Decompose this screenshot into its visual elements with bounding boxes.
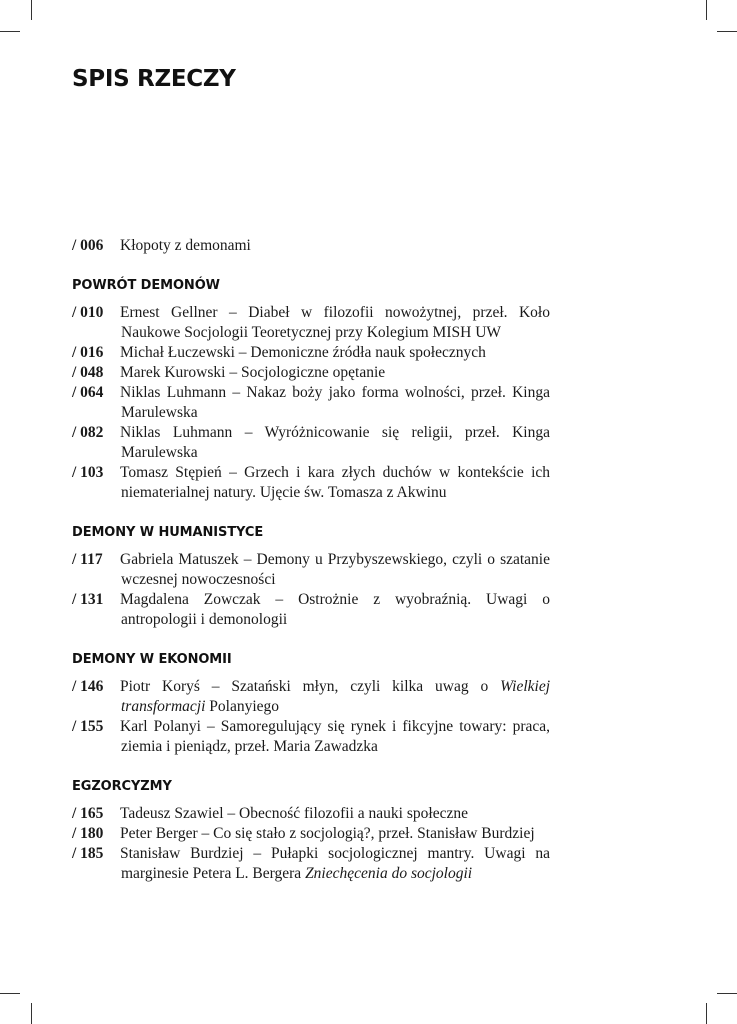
italic-title: Zniechęcenia do socjologii <box>305 865 473 882</box>
toc-entry <box>72 717 550 757</box>
entry-text: Piotr Koryś – Szatański młyn, czyli kilka uwag o <box>120 678 501 695</box>
toc-entry <box>72 383 550 423</box>
page-number: / 006 <box>72 237 104 254</box>
page-number: / 117 <box>72 551 103 568</box>
section-heading: POWRÓT DEMONÓW <box>72 278 220 293</box>
page-title: SPIS RZECZY <box>72 66 236 92</box>
page-number: / 165 <box>72 805 104 822</box>
entry-text-after: Polanyiego <box>205 698 280 715</box>
page-number: / 146 <box>72 678 104 695</box>
entry-text: Tadeusz Szawiel – Obecność filozofii a nauki społeczne <box>120 805 468 822</box>
toc-entry <box>72 677 550 717</box>
entry-text: Tomasz Stępień – Grzech i kara złych duchów w kontekście ich niematerialnej natury. Ujęcie św. Tomasza z Akwinu <box>120 464 550 501</box>
crop-mark-top-right-horizontal <box>717 31 737 32</box>
italic-title: Wielkiej transformacji <box>121 678 550 715</box>
entry-text: Magdalena Zowczak – Ostrożnie z wyobraźnią. Uwagi o antropologii i demonologii <box>120 591 550 628</box>
crop-mark-top-left-horizontal <box>0 31 20 32</box>
entry-text: Ernest Gellner – Diabeł w filozofii nowożytnej, przeł. Koło Naukowe Socjologii Teoretycznej przy Kolegium MISH UW <box>120 304 550 341</box>
toc-entry <box>72 423 550 463</box>
crop-mark-bottom-right-horizontal <box>717 993 737 994</box>
toc-entry <box>72 363 550 383</box>
page-number: / 082 <box>72 424 104 441</box>
page-number: / 064 <box>72 384 104 401</box>
toc-entry-intro <box>72 236 550 256</box>
entry-text: Kłopoty z demonami <box>120 237 251 254</box>
toc-entry <box>72 804 550 824</box>
entry-text: Stanisław Burdziej – Pułapki socjologicznej mantry. Uwagi na marginesie Petera L. Bergera <box>120 845 550 882</box>
section-demony-w-humanistyce <box>72 525 550 630</box>
page-number: / 010 <box>72 304 104 321</box>
entry-text: Niklas Luhmann – Nakaz boży jako forma wolności, przeł. Kinga Marulewska <box>120 384 550 421</box>
page-number: / 016 <box>72 344 104 361</box>
section-heading: DEMONY W EKONOMII <box>72 652 232 667</box>
entry-text: Michał Łuczewski – Demoniczne źródła nauk społecznych <box>120 344 486 361</box>
section-egzorcyzmy <box>72 779 550 884</box>
page-number: / 180 <box>72 825 104 842</box>
crop-mark-bottom-right-vertical <box>706 1003 707 1024</box>
toc-entry <box>72 550 550 590</box>
crop-mark-bottom-left-horizontal <box>0 993 20 994</box>
page-number: / 048 <box>72 364 104 381</box>
toc-entry <box>72 844 550 884</box>
section-demony-w-ekonomii <box>72 652 550 757</box>
entry-text: Gabriela Matuszek – Demony u Przybyszewskiego, czyli o szatanie wczesnej nowoczesności <box>120 551 550 588</box>
entry-text: Karl Polanyi – Samoregulujący się rynek i fikcyjne towary: praca, ziemia i pieniądz, przeł. Maria Zawadzka <box>120 718 550 755</box>
toc-entry <box>72 824 550 844</box>
entry-text: Marek Kurowski – Socjologiczne opętanie <box>120 364 386 381</box>
table-of-contents <box>72 236 550 884</box>
section-heading: EGZORCYZMY <box>72 779 172 794</box>
section-powrot-demonow <box>72 278 550 503</box>
page-number: / 185 <box>72 845 104 862</box>
crop-mark-top-left-vertical <box>31 0 32 20</box>
toc-entry <box>72 303 550 343</box>
entry-text: Niklas Luhmann – Wyróżnicowanie się religii, przeł. Kinga Marulewska <box>120 424 550 461</box>
crop-mark-bottom-left-vertical <box>31 1003 32 1024</box>
crop-mark-top-right-vertical <box>706 0 707 20</box>
entry-text: Peter Berger – Co się stało z socjologią?, przeł. Stanisław Burdziej <box>120 825 535 842</box>
toc-entry <box>72 463 550 503</box>
section-heading: DEMONY W HUMANISTYCE <box>72 525 264 540</box>
toc-entry <box>72 343 550 363</box>
page-number: / 131 <box>72 591 104 608</box>
page-number: / 155 <box>72 718 104 735</box>
toc-entry <box>72 590 550 630</box>
page-number: / 103 <box>72 464 104 481</box>
